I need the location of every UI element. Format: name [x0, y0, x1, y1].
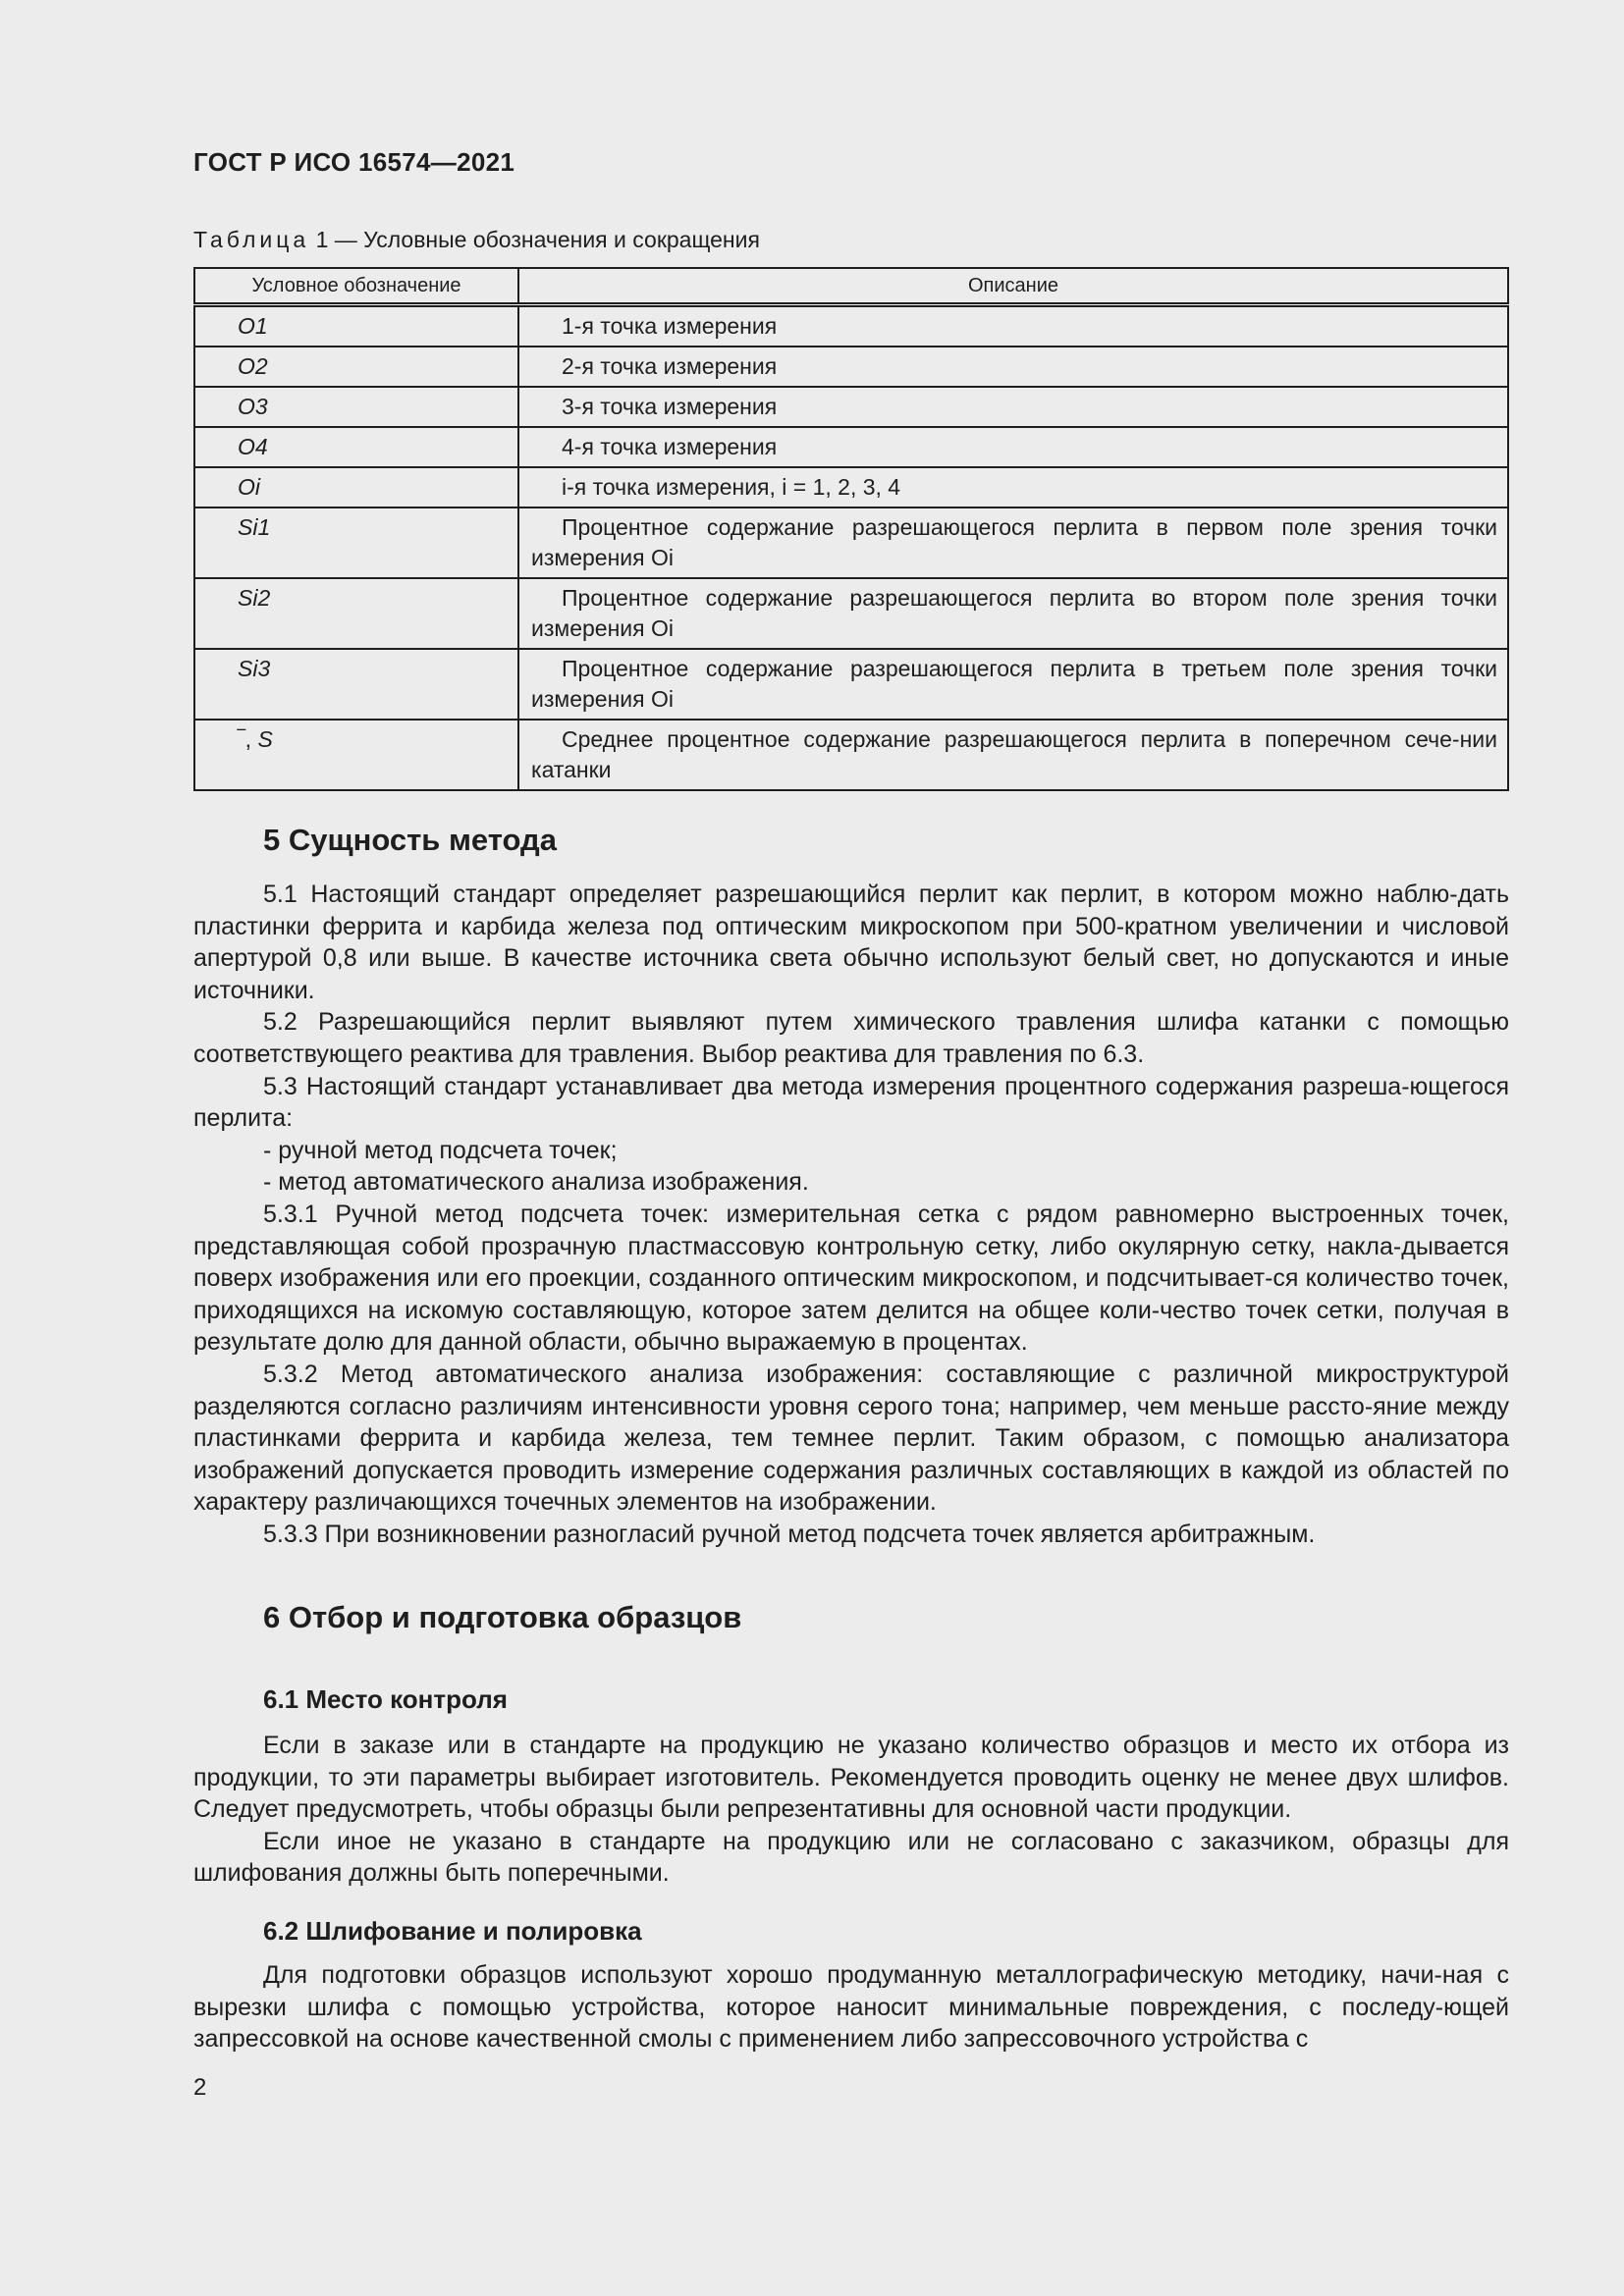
table-row [194, 578, 1508, 649]
table-row [194, 305, 1508, 347]
description-cell: 1-я точка измерения [518, 305, 1508, 347]
symbol-cell [194, 720, 518, 790]
section-6-2-body [193, 1959, 1509, 2056]
paragraph: 5.3.1 Ручной метод подсчета точек: измерительная сетка с рядом равномерно выстроенных точек, представляющая собой прозрачную пластмассовую контрольную сетку, либо окулярную сетку, накла-дывается поверх изображения или его проекции, созданного оптическим микроскопом, и подсчитывает-ся количество точек, приходящихся на искомую составляющую, которое затем делится на общее коли-чество точек сетки, получая в результате долю для данной области, обычно выражаемую в процентах. [193, 1200, 1509, 1357]
list-item: - метод автоматического анализа изображения. [263, 1168, 809, 1197]
paragraph: 5.3 Настоящий стандарт устанавливает два метода измерения процентного содержания разреша-ющегося перлита: [193, 1072, 1509, 1133]
document-header-title: ГОСТ Р ИСО 16574—2021 [193, 147, 515, 177]
description-cell: Процентное содержание разрешающегося перлита в третьем поле зрения точки измерения Oi [518, 649, 1508, 720]
section-5-heading: 5 Сущность метода [263, 823, 557, 857]
table-row [194, 720, 1508, 790]
paragraph: 5.3.2 Метод автоматического анализа изображения: составляющие с различной микроструктурой разделяются согласно различиям интенсивности уровня серого тона; например, чем меньше рассто-яние между пластинками феррита и карбида железа, тем темнее перлит. Таким образом, с помощью анализатора изображений допускается проводить измерение содержания различных составляющих в каждой из областей по характеру различающихся точечных элементов на изображении. [193, 1360, 1509, 1517]
symbol-cell: O1 [194, 305, 518, 347]
description-cell: Процентное содержание разрешающегося перлита в первом поле зрения точки измерения Oi [518, 507, 1508, 578]
section-5-body [193, 879, 1509, 1550]
paragraph: 5.1 Настоящий стандарт определяет разрешающийся перлит как перлит, в котором можно наблю-дать пластинки феррита и карбида железа под оптическим микроскопом при 500-кратном увеличении и числовой апертурой 0,8 или выше. В качестве источника света обычно используют белый свет, но допускаются и иные источники. [193, 881, 1509, 1004]
table-caption-text: 1 — Условные обозначения и сокращения [309, 227, 760, 252]
symbols-table [193, 267, 1509, 791]
description-cell: i-я точка измерения, i = 1, 2, 3, 4 [518, 467, 1508, 507]
description-cell: 3-я точка измерения [518, 387, 1508, 427]
table-row [194, 649, 1508, 720]
paragraph: 5.3.3 При возникновении разногласий ручной метод подсчета точек является арбитражным. [263, 1520, 1316, 1548]
table-header-row [194, 268, 1508, 305]
paragraph: 5.2 Разрешающийся перлит выявляют путем химического травления шлифа катанки с помощью соответствующего реактива для травления. Выбор реактива для травления по 6.3. [193, 1008, 1509, 1068]
symbol-cell: O4 [194, 427, 518, 467]
description-cell: 2-я точка измерения [518, 347, 1508, 387]
column-header-symbol: Условное обозначение [194, 268, 518, 305]
table-row [194, 507, 1508, 578]
list-item: - ручной метод подсчета точек; [263, 1136, 618, 1164]
symbol-cell: O3 [194, 387, 518, 427]
section-6-1-heading: 6.1 Место контроля [263, 1684, 508, 1714]
column-header-description: Описание [518, 268, 1508, 305]
symbol-text: S [257, 726, 273, 752]
description-cell: Процентное содержание разрешающегося перлита во втором поле зрения точки измерения Oi [518, 578, 1508, 649]
table-row [194, 387, 1508, 427]
page-number: 2 [193, 2074, 207, 2101]
paragraph: Для подготовки образцов используют хорошо продуманную металлографическую методику, начи-ная с вырезки шлифа с помощью устройства, которое наносит минимальные повреждения, с последу-ющей запрессовкой на основе качественной смолы с применением либо запрессовочного устройства с [193, 1961, 1509, 2054]
symbol-cell: Si2 [194, 578, 518, 649]
paragraph: Если в заказе или в стандарте на продукцию не указано количество образцов и место их отбора из продукции, то эти параметры выбирает изготовитель. Рекомендуется проводить оценку не менее двух шлифов. Следует предусмотреть, чтобы образцы были репрезентативны для основной части продукции. [193, 1732, 1509, 1824]
paragraph: Если иное не указано в стандарте на продукцию или не согласовано с заказчиком, образцы для шлифования должны быть поперечными. [193, 1827, 1509, 1888]
section-6-heading: 6 Отбор и подготовка образцов [263, 1600, 742, 1634]
description-cell: Среднее процентное содержание разрешающегося перлита в поперечном сече-нии катанки [518, 720, 1508, 790]
table-caption-label: Таблица [193, 227, 310, 252]
description-cell: 4-я точка измерения [518, 427, 1508, 467]
table-row [194, 467, 1508, 507]
table-row [194, 347, 1508, 387]
table-caption [193, 227, 760, 253]
symbol-prefix: ‾, [238, 726, 258, 752]
section-6-1-body [193, 1730, 1509, 1890]
section-6-2-heading: 6.2 Шлифование и полировка [263, 1916, 642, 1946]
symbol-cell: Oi [194, 467, 518, 507]
symbol-cell: Si1 [194, 507, 518, 578]
symbol-cell: O2 [194, 347, 518, 387]
symbol-cell: Si3 [194, 649, 518, 720]
table-row [194, 427, 1508, 467]
